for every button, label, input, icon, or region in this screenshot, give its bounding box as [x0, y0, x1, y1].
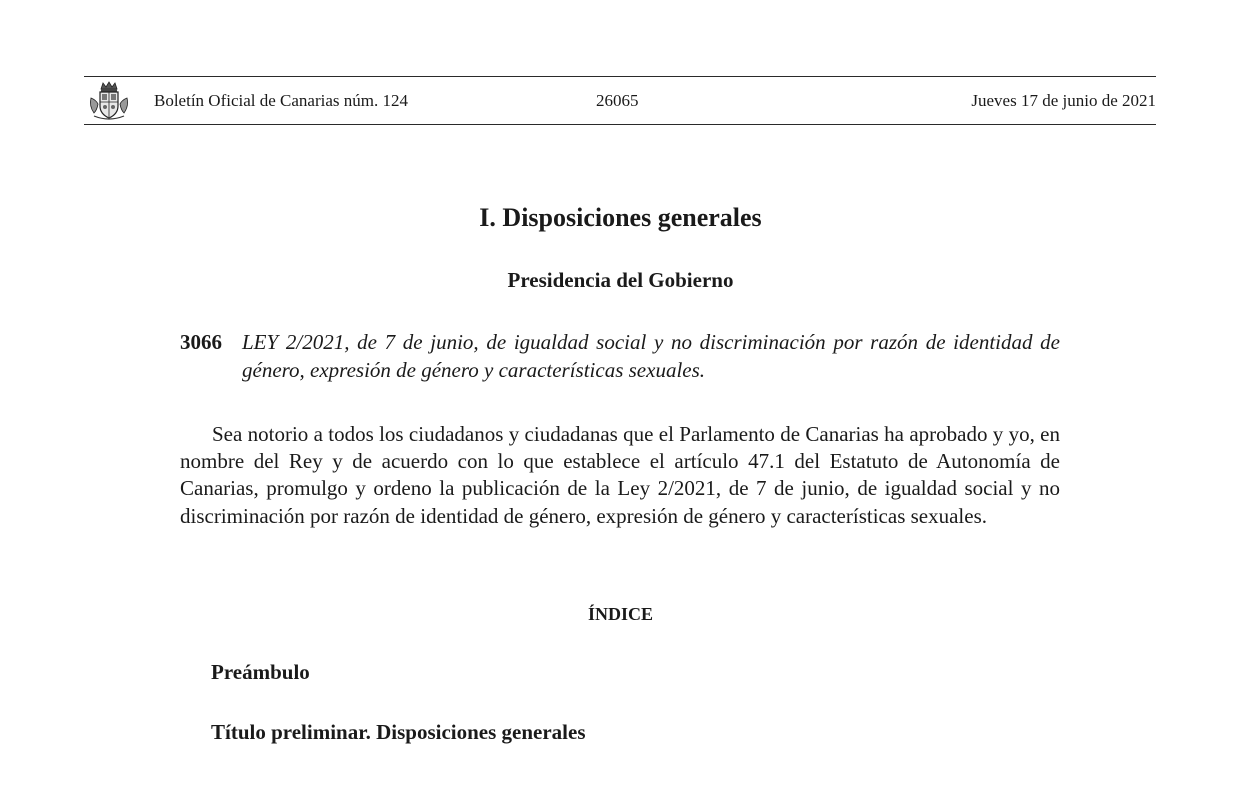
law-number: 3066 — [180, 330, 222, 354]
index-heading: ÍNDICE — [587, 604, 653, 624]
promulgation-paragraph: Sea notorio a todos los ciudadanos y ciudadanas que el Parlamento de Canarias ha aprobado y yo, en nombre del Rey y de acuerdo con lo que establece el artículo 47.1 del Estatuto de Autonomía de Canarias, promulgo y ordeno la publicación de la Ley 2/2021, de 7 de junio, de igualdad social y no discriminación por razón de identidad de género, expresión de género y características sexuales. — [180, 422, 1060, 528]
toc-item-preambulo: Preámbulo — [211, 660, 310, 684]
section-title: I. Disposiciones generales — [479, 203, 762, 232]
publication-title: Boletín Oficial de Canarias núm. 124 — [154, 91, 408, 110]
page-header — [84, 76, 1156, 125]
publication-date: Jueves 17 de junio de 2021 — [971, 91, 1156, 110]
law-title: LEY 2/2021, de 7 de junio, de igualdad social y no discriminación por razón de identidad de género, expresión de género y características sexuales. — [242, 330, 1060, 382]
toc-item-titulo-preliminar: Título preliminar. Disposiciones generales — [211, 720, 586, 744]
department-heading: Presidencia del Gobierno — [507, 268, 734, 292]
page-number: 26065 — [596, 91, 639, 110]
coat-of-arms-icon — [86, 80, 132, 122]
